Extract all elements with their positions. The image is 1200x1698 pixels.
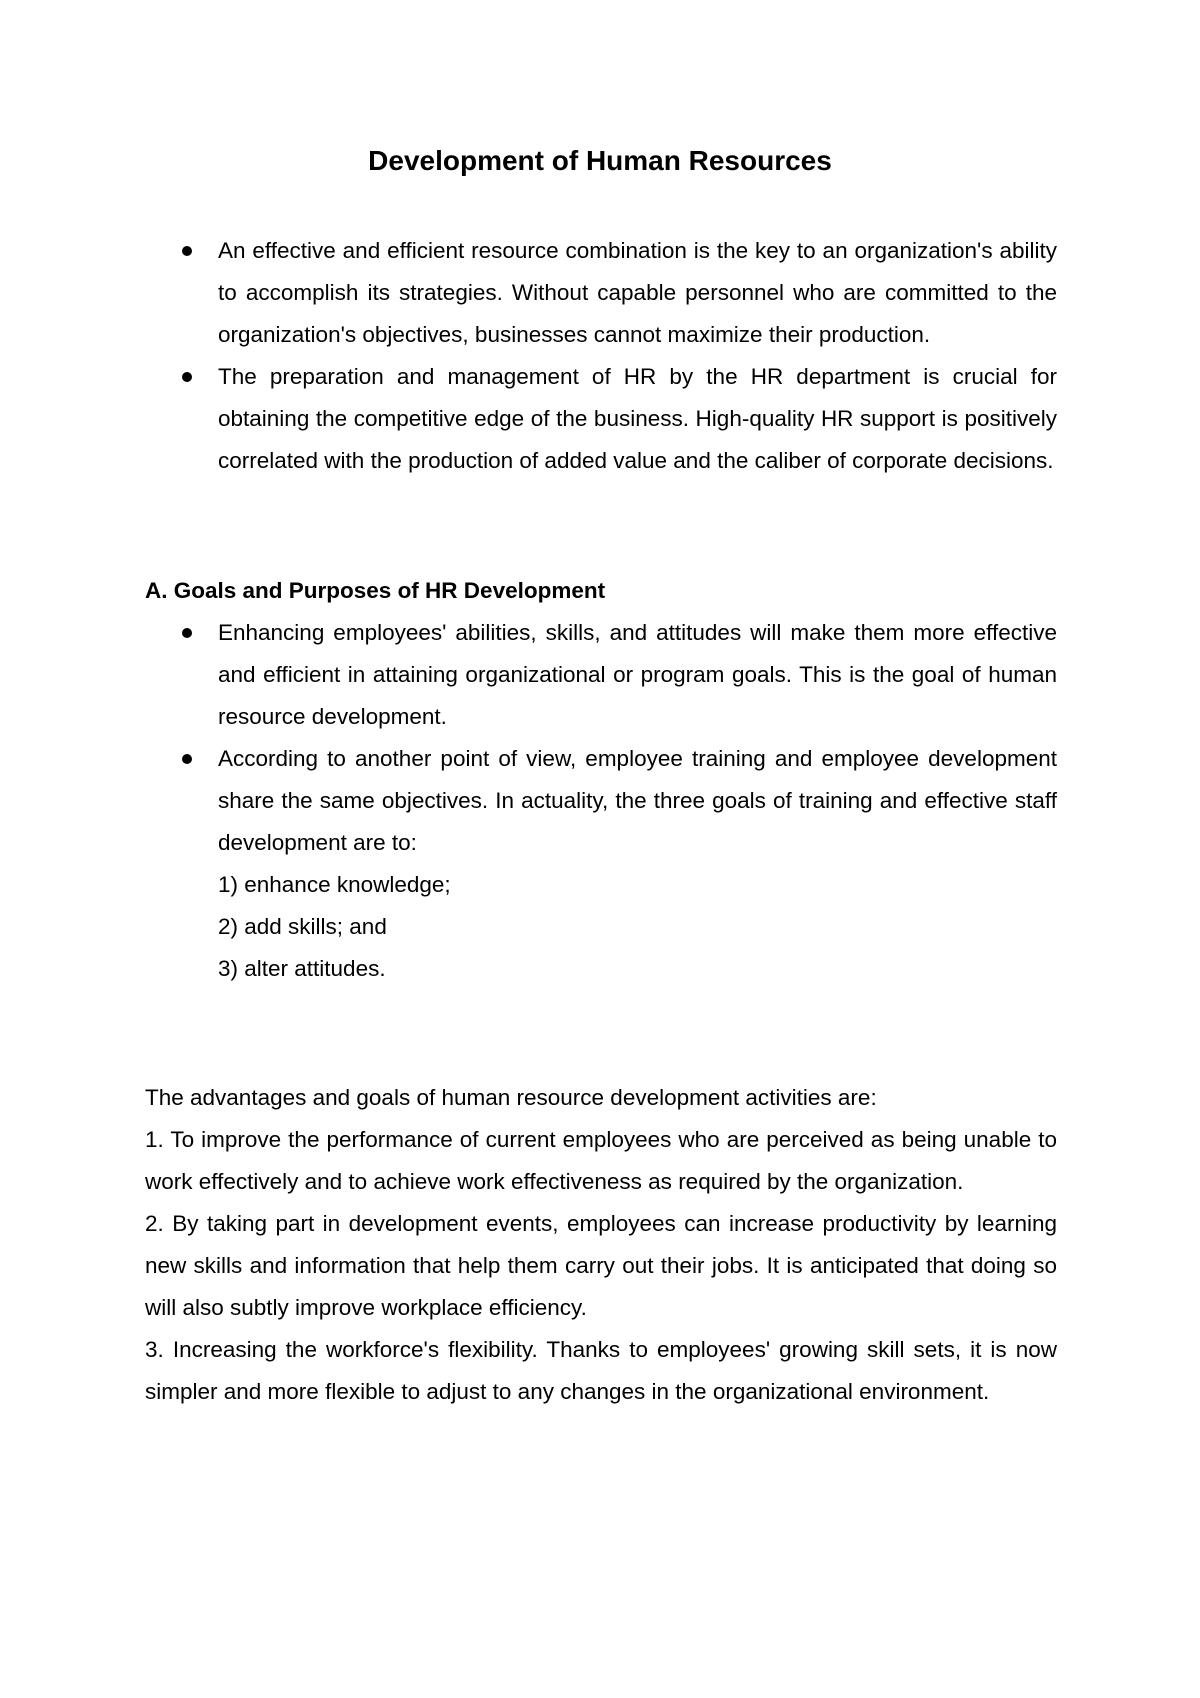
list-item <box>145 738 1057 864</box>
bullet-text: According to another point of view, employee training and employee development share the same objectives. In actuality, the three goals of training and effective staff development are to: <box>218 746 1057 855</box>
list-item <box>145 612 1057 738</box>
bullet-icon <box>182 754 192 764</box>
advantage-item: 3. Increasing the workforce's flexibility. Thanks to employees' growing skill sets, it is now simpler and more flexible to adjust to any changes in the organizational environment. <box>145 1337 1057 1404</box>
bullet-icon <box>182 372 192 382</box>
advantage-item: 1. To improve the performance of current employees who are perceived as being unable to work effectively and to achieve work effectiveness as required by the organization. <box>145 1127 1057 1194</box>
intro-section <box>145 230 1057 482</box>
advantages-intro: The advantages and goals of human resource development activities are: <box>145 1085 877 1110</box>
section-a-bullet-list <box>145 612 1057 864</box>
bullet-icon <box>182 246 192 256</box>
bullet-text: Enhancing employees' abilities, skills, and attitudes will make them more effective and efficient in attaining organizational or program goals. This is the goal of human resource development. <box>218 620 1057 729</box>
bullet-icon <box>182 628 192 638</box>
goal-item: 2) add skills; and <box>218 914 387 939</box>
intro-bullet-list <box>145 230 1057 482</box>
list-item <box>145 356 1057 482</box>
section-a <box>145 570 1057 990</box>
page-title: Development of Human Resources <box>368 145 832 176</box>
section-a-heading: A. Goals and Purposes of HR Development <box>145 578 606 603</box>
goal-item: 3) alter attitudes. <box>218 956 386 981</box>
goal-item: 1) enhance knowledge; <box>218 872 451 897</box>
advantages-section <box>145 1077 1057 1413</box>
bullet-text: An effective and efficient resource combination is the key to an organization's ability to accomplish its strategies. Without capable personnel who are committed to the organization's objectives, businesses cannot maximize their production. <box>218 238 1057 347</box>
bullet-text: The preparation and management of HR by the HR department is crucial for obtaining the competitive edge of the business. High-quality HR support is positively correlated with the production of added value and the caliber of corporate decisions. <box>218 364 1057 473</box>
advantage-item: 2. By taking part in development events, employees can increase productivity by learning new skills and information that help them carry out their jobs. It is anticipated that doing so will also subtly improve workplace efficiency. <box>145 1211 1057 1320</box>
list-item <box>145 230 1057 356</box>
